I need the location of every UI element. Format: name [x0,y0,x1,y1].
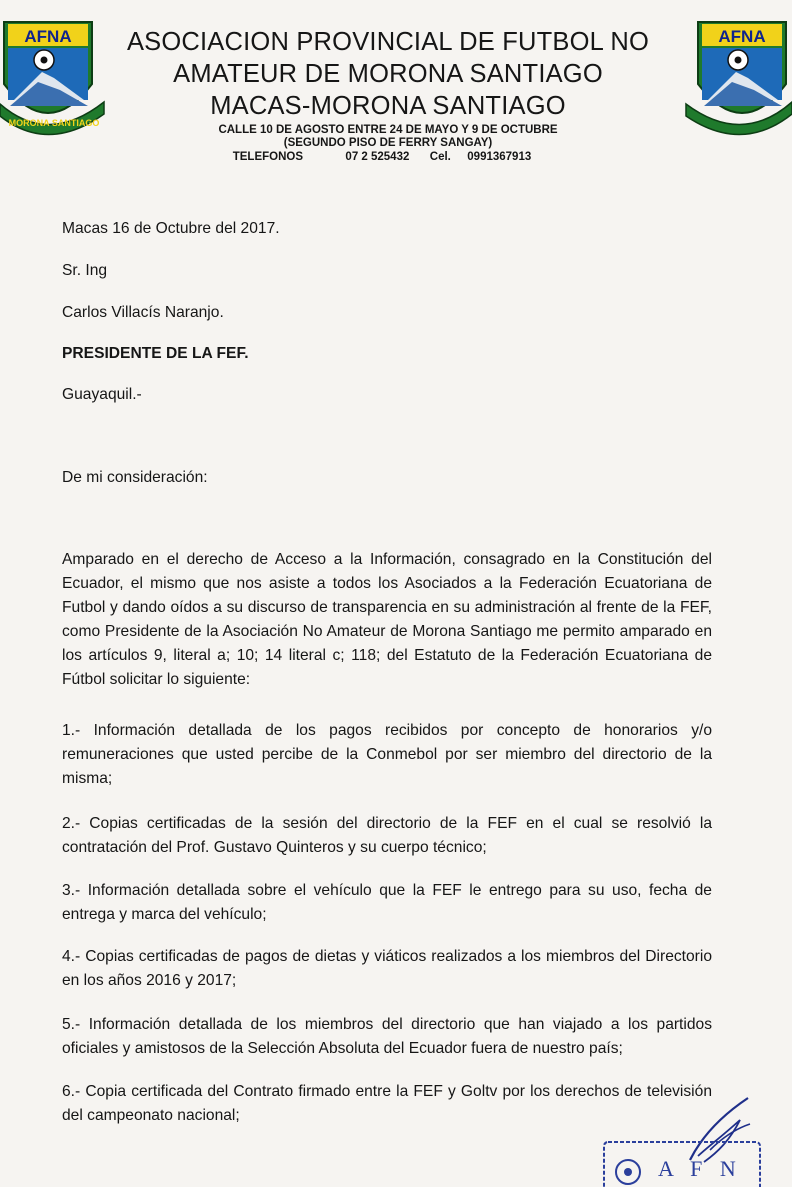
logo-ribbon-text: MORONA SANTIAGO [8,118,100,128]
request-item-5: 5.- Información detallada de los miembros del directorio que han viajado a los partidos oficiales y amistosos de la Selección Absoluta del Ecuador fuera de nuestro país; [62,1016,712,1057]
phone-line [88,150,676,164]
cel-number: 0991367913 [467,151,532,163]
afna-logo-left [0,14,108,146]
phone-label: TELEFONOS [232,151,304,163]
org-location: MACAS-MORONA SANTIAGO [210,92,566,120]
afna-logo-right [684,14,792,146]
afna-stamp [602,1138,762,1182]
org-name-line2: AMATEUR DE MORONA SANTIAGO [173,60,603,88]
logo-text: AFNA [24,27,72,46]
request-item-2: 2.- Copias certificadas de la sesión del directorio de la FEF en el cual se resolvió la contratación del Prof. Gustavo Quinteros y su cuerpo técnico; [62,815,712,856]
org-name-line1: ASOCIACION PROVINCIAL DE FUTBOL NO [126,28,650,56]
logo-text-right: AFNA [718,27,766,46]
intro-paragraph: Amparado en el derecho de Acceso a la Información, consagrado en la Constitución del Ecuador, el mismo que nos asiste a todos los Asociados a la Federación Ecuatoriana de Futbol y dando oídos a su discurso de transparencia en su administración al frente de la FEF, como Presidente de la Asociación No Amateur de Morona Santiago me permito amparado en los artículos 9, literal a; 10; 14 literal c; 118; del Estatuto de la Federación Ecuatoriana de Fútbol solicitar lo siguiente: [62,551,712,688]
recipient-role: PRESIDENTE DE LA FEF. [62,345,249,362]
request-item-1: 1.- Información detallada de los pagos recibidos por concepto de honorarios y/o remuneraciones que usted percibe de la Conmebol por ser miembro del directorio de la misma; [62,722,712,787]
salutation-title: Sr. Ing [62,262,108,279]
request-item-6: 6.- Copia certificada del Contrato firmado entre la FEF y Goltv por los derechos de televisión del campeonato nacional; [62,1083,712,1124]
cel-label: Cel. [429,151,451,163]
request-item-4: 4.- Copias certificadas de pagos de dietas y viáticos realizados a los miembros del Directorio en los años 2016 y 2017; [62,948,712,989]
stamp-text: A F N [658,1156,742,1181]
address-line: CALLE 10 DE AGOSTO ENTRE 24 DE MAYO Y 9 DE OCTUBRE [218,124,558,136]
letter-date: Macas 16 de Octubre del 2017. [62,220,280,237]
recipient-city: Guayaquil.- [62,386,142,403]
greeting: De mi consideración: [62,469,208,486]
request-item-3: 3.- Información detallada sobre el vehículo que la FEF le entrego para su uso, fecha de entrega y marca del vehículo; [62,882,712,923]
letterhead [100,26,676,164]
recipient-name: Carlos Villacís Naranjo. [62,304,224,321]
phone-number: 07 2 525432 [345,151,410,163]
address-floor: (SEGUNDO PISO DE FERRY SANGAY) [283,137,493,149]
